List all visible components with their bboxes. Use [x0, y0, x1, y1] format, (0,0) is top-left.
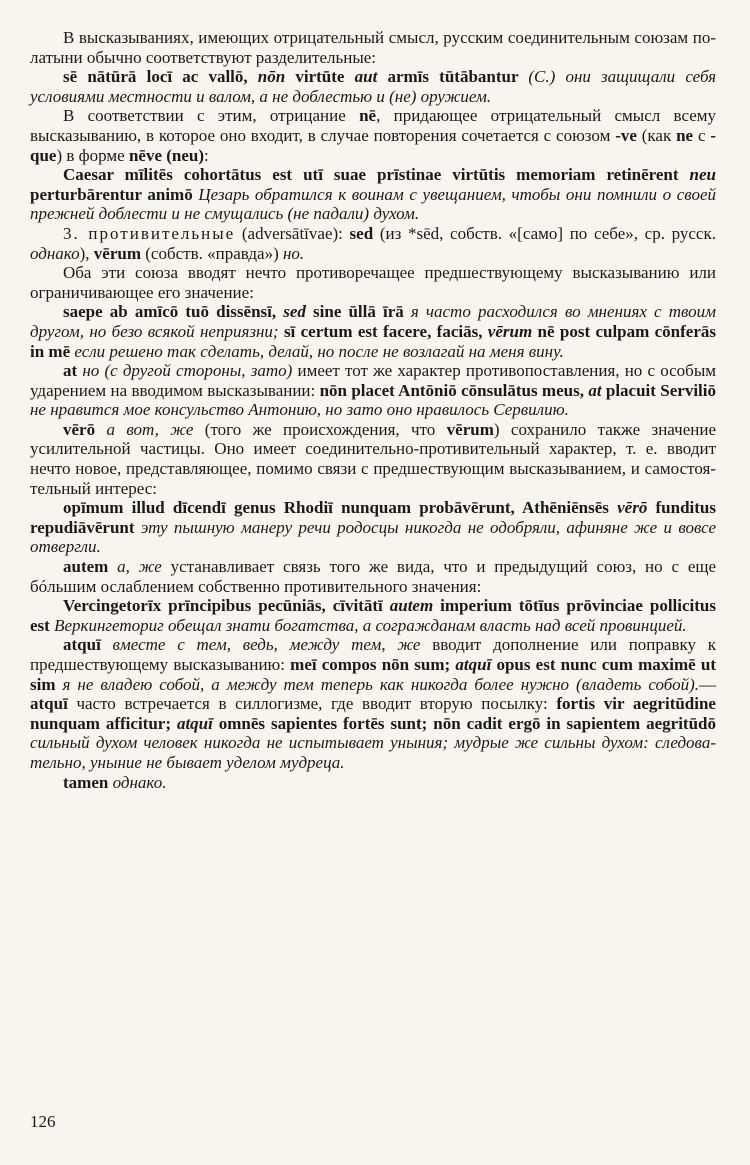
latin-text: opīmum illud dīcendī genus Rhodiī nunquam probāvērunt, Athēniēnsēs [63, 498, 618, 518]
latin-text: nē post culpam cōnferās in mē [30, 321, 716, 361]
latin-conjunction: nōn [257, 67, 286, 87]
latin-text: fortis vir aegritūdine nunquam afficitur; [30, 694, 716, 733]
latin-term: -ve [615, 125, 637, 145]
latin-text: placuit Serviliō [601, 380, 716, 400]
russian-translation: я часто расходился во мнениях с твоим другом, но безо всякой неприязни; [30, 302, 716, 341]
paragraph-both-conjunctions: Оба эти союза вводят нечто противоречащее предшествующему высказыванию или ограничивающее его значение: [30, 263, 716, 302]
latin-conjunction: at [588, 380, 602, 400]
latin-text: sine ūllā īrā [305, 302, 411, 322]
latin-text: funditus repudiāvērunt [30, 498, 716, 537]
latin-term: tamen [63, 772, 109, 792]
example-caesar [30, 165, 716, 224]
russian-translation: сильный духом человек никогда не испытывает уныния; мудрые же сильны духом: следовательно, уныние не бывает уделом мудреца. [30, 733, 716, 772]
latin-text: meī compos nōn sum; [290, 655, 456, 674]
latin-term: sed [349, 223, 374, 243]
section-heading: 3. противительные [63, 223, 236, 243]
latin-term: at [63, 361, 78, 381]
example-opimum [30, 498, 716, 557]
example-natura-loci [30, 67, 716, 106]
latin-term: vērum [93, 243, 142, 263]
latin-term: -que [30, 125, 717, 165]
latin-text: perturbārentur animō [30, 184, 199, 204]
latin-term: nē [359, 106, 377, 126]
russian-translation: не нравится мое консульство Антонию, но зато оно нравилось Сервилию. [30, 400, 569, 420]
page-number: 126 [30, 1112, 56, 1131]
russian-translation: (C.) они защищали себя условиями местности и валом, а не доблестью и (не) оружием. [30, 67, 716, 106]
paragraph-adversative: 3. противительные (adversātīvae): sed (из *sēd, собств. «[само] по себе», ср. русск. однако), vērum (собств. «правда») но. [30, 223, 716, 263]
latin-conjunction: aut [354, 67, 378, 87]
latin-text: sī certum est facere, faciās, [283, 321, 488, 341]
latin-text: virtūte [285, 67, 355, 87]
latin-text: nōn placet Antōniō cōnsulātus meus, [319, 380, 589, 400]
latin-term: vērum [446, 419, 494, 439]
latin-term: nēve (neu) [128, 145, 205, 165]
latin-text: sē nātūrā locī ac vallō, [63, 67, 258, 87]
latin-conjunction: vērum [487, 321, 533, 341]
latin-conjunction: atquī [455, 655, 492, 674]
latin-term: vērō [63, 419, 96, 439]
page-body [30, 28, 716, 792]
latin-conjunction: neu [689, 165, 716, 185]
paragraph-disjunctive-intro: В высказываниях, имеющих отрицательный смысл, русским соединительным союзам по-латыни обычно соответствуют разделительные: [30, 28, 716, 67]
russian-translation: эту пышную манеру речи родосцы никогда не одобряли, афиняне же и вовсе отвергли. [30, 517, 716, 557]
latin-term: atquī [30, 694, 68, 714]
paragraph-autem: autem а, же устанавливает связь того же вида, что и предыдущий союз, но с еще бóльшим ослаблением собственно противительного значения: [30, 557, 716, 596]
latin-text: opus est nunc cum maximē ut sim [30, 655, 716, 694]
russian-translation: Цезарь обратился к воинам с увещанием, чтобы они помнили о своей прежней доблести и не смущались (не падали) духом. [30, 184, 716, 224]
latin-conjunction: sed [283, 302, 306, 322]
latin-term: ne [676, 125, 694, 145]
example-saepe [30, 302, 716, 361]
latin-conjunction: autem [389, 596, 434, 616]
latin-conjunction: vērō [617, 498, 648, 518]
russian-translation: Веркингеториг обещал знати богатства, а согражданам власть над всей провинцией. [54, 615, 687, 635]
paragraph-atqui: atquī вместе с тем, ведь, между тем, же вводит дополнение или поправку к предшествующему высказыванию: meī compos nōn sum; atquī opus est nunc cum maximē ut sim я не владею собой, а между тем теперь как никогда более нужно (владеть собой).— atquī часто встречается в силлогизме, где вводит вторую посылку: fortis vir aegritūdine nunquam afficitur; atquī omnēs sapientes fortēs sunt; nōn cadit ergō in sapientem aegritūdō сильный духом человек никогда не испытывает уныния; мудрые же сильны духом: следовательно, уныние не бывает уделом мудреца. [30, 635, 716, 772]
example-vercingetorix [30, 596, 716, 635]
latin-term: autem [63, 557, 109, 577]
latin-text: armīs tūtābantur [377, 67, 529, 87]
russian-translation: если решено так сделать, делай, но после не возлагай на меня вину. [74, 341, 564, 361]
russian-translation: я не владею собой, а между тем теперь как никогда более нужно (владеть собой). [62, 674, 699, 694]
paragraph-tamen: tamen однако. [63, 772, 167, 792]
latin-term: atquī [63, 635, 101, 655]
paragraph-neve: В соответствии с этим, отрицание nē, придающее отрицательный смысл всему высказыванию, в которое оно входит, в случае повторения сочетается с союзом -ve (как ne с -que) в форме nēve (neu): [30, 106, 717, 165]
latin-conjunction: atquī [176, 713, 213, 733]
latin-text: saepe ab amīcō tuō dissēnsī, [63, 302, 284, 322]
latin-text: omnēs sapientes fortēs sunt; nōn cadit ergō in sapientem aegritūdō [212, 713, 716, 733]
latin-text: imperium tōtīus prōvinciae pollicitus est [30, 596, 716, 635]
paragraph-at: at но (с другой стороны, зато) имеет тот же характер противопоставления, но с особым ударением на вводимом высказывании: nōn placet Antōniō cōnsulātus meus, at placuit Serviliō не нравится мое консульство Антонию, но зато оно нравилось Сервилию. [30, 361, 716, 420]
latin-text: Vercingetorīx prīncipibus pecūniās, cīvitātī [63, 596, 390, 616]
paragraph-vero: vērō а вот, же (того же происхождения, что vērum) сохранило также значение усилительной частицы. Оно имеет соединительно-противительный характер, т. е. вводит нечто новое, представляющее, помимо связи с предшествующим высказыванием, и самостоятельный интерес: [30, 419, 716, 498]
latin-text: Caesar mīlitēs cohortātus est utī suae prīstinae virtūtis memoriam retinērent [63, 165, 690, 185]
